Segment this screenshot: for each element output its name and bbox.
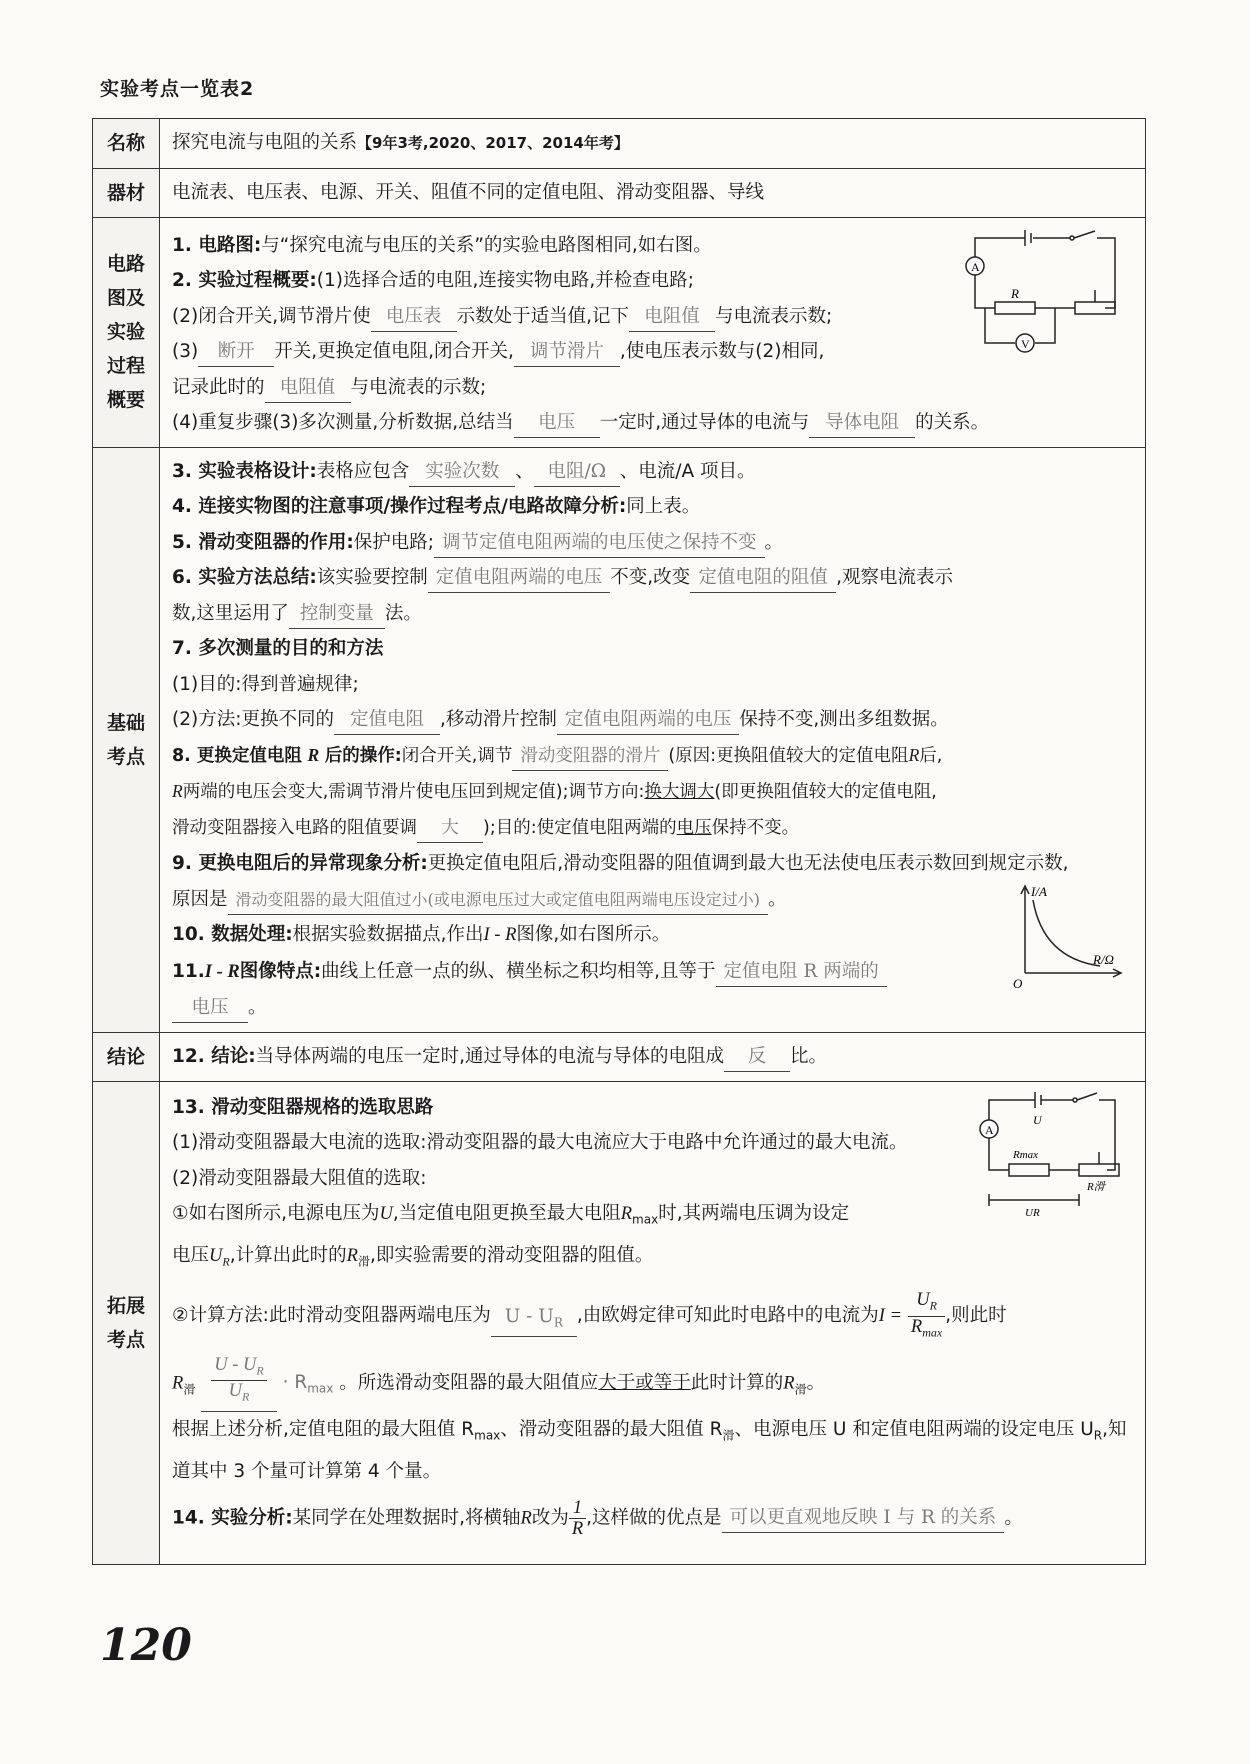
item-text: (3) xyxy=(172,341,199,362)
answer-blank: 电压 xyxy=(172,994,248,1023)
item-text: 、滑动变阻器的最大阻值 R xyxy=(500,1419,723,1441)
item-text: I - R xyxy=(483,925,517,945)
item-head: I - R xyxy=(204,961,240,982)
item-13-c3: $R_滑$ $\frac{U - U_R}{U_R}$ · $R_{max}$ 。所选滑动变阻器的最大阻值应大于或等于此时计算的$R_滑$。 xyxy=(172,1355,1135,1412)
item-text: 。 xyxy=(248,997,267,1018)
fraction-denominator: $U_R$ xyxy=(228,1381,250,1405)
x-axis-label: R/Ω xyxy=(1093,951,1114,967)
ammeter-label: A xyxy=(971,259,980,274)
answer-blank: 电压 xyxy=(514,409,600,438)
item-text: (2)方法:更换不同的 xyxy=(172,709,334,730)
answer-blank: 定值电阻两端的电压 xyxy=(557,706,740,735)
item-text: R xyxy=(929,1299,937,1314)
item-head: 3. 实验表格设计: xyxy=(172,460,317,482)
item-text: (原因:更换阻值较大的定值电阻 xyxy=(668,745,909,766)
answer-blank: 定值电阻 xyxy=(334,706,440,735)
item-text: 。 xyxy=(768,888,787,910)
item-text: ,由欧姆定律可知此时电路中的电流为 xyxy=(576,1305,879,1327)
row-label: 拓展 考点 xyxy=(93,1081,160,1564)
rheostat-diagram xyxy=(975,1090,1135,1220)
item-text: 两端的电压会变大,需调节滑片使电压回到规定值); xyxy=(182,782,569,802)
item-text: 与“探究电流与电压的关系”的实验电路图相同,如右图。 xyxy=(261,234,712,256)
item-head: 11. xyxy=(172,960,205,982)
item-text: R xyxy=(172,1373,184,1394)
item-head: 10. 数据处理: xyxy=(172,924,293,945)
item-head: 12. 结论: xyxy=(172,1045,256,1067)
rh-label: R滑 xyxy=(1087,1180,1105,1193)
row-label: 结论 xyxy=(93,1032,160,1081)
item-text: 时,其两端电压调为设定 xyxy=(658,1203,850,1224)
item-13-c2 xyxy=(172,1290,1135,1342)
item-text: R xyxy=(910,1317,923,1338)
row-label: 基础 考点 xyxy=(93,447,160,1032)
item-text: 滑 xyxy=(183,1382,196,1397)
answer-underline: 电压 xyxy=(676,817,712,838)
item-text: 根据实验数据描点,作出 xyxy=(292,924,484,945)
item-text: ,知道其中 3 个量可计算第 4 个量。 xyxy=(172,1419,1127,1483)
item-text: 原因是 xyxy=(172,888,228,910)
item-text: ①如右图所示,电源电压为 xyxy=(172,1203,380,1224)
equipment-text: 电流表、电压表、电源、开关、阻值不同的定值电阻、滑动变阻器、导线 xyxy=(160,168,1146,217)
item-6 xyxy=(172,560,1135,596)
item-text: 保持不变。 xyxy=(711,817,800,838)
row-extended xyxy=(93,1081,1146,1564)
item-text: 、电源电压 U 和定值电阻两端的设定电压 U xyxy=(734,1419,1094,1441)
item-head: 7. 多次测量的目的和方法 xyxy=(172,638,384,659)
item-text: 、电流/A 项目。 xyxy=(619,460,756,482)
answer-blank: 滑动变阻器的滑片 xyxy=(512,742,668,771)
item-text: R xyxy=(222,1254,230,1269)
answer-blank: 电阻值 xyxy=(629,303,715,332)
item-text: 。 xyxy=(1004,1507,1023,1529)
item-text: U xyxy=(379,1204,393,1224)
item-text: ,即实验需要的滑动变阻器的阻值。 xyxy=(369,1245,654,1267)
answer-blank: 定值电阻的阻值 xyxy=(690,564,836,593)
item-text: R xyxy=(620,1204,633,1224)
answer-underline: 大于或等于 xyxy=(598,1372,691,1394)
item-text: (即更换阻值较大的定值电阻, xyxy=(714,782,937,802)
item-text: 开关,更换定值电阻,闭合开关, xyxy=(274,341,514,362)
item-text: ,则此时 xyxy=(945,1305,1007,1327)
row-label: 器材 xyxy=(93,168,160,217)
circuit-diagram xyxy=(955,228,1135,358)
row-content xyxy=(160,1032,1146,1081)
item-text: R xyxy=(1093,1428,1103,1443)
answer-blank: 定值电阻两端的电压 xyxy=(428,564,611,593)
curve-line xyxy=(1033,900,1100,966)
row-circuit xyxy=(93,217,1146,447)
answer-blank: 断开 xyxy=(198,338,274,367)
item-text: ,这样做的优点是 xyxy=(586,1507,722,1529)
page-number: 120 xyxy=(100,1620,192,1671)
item-7-2 xyxy=(172,702,1135,738)
item-text: ,移动滑片控制 xyxy=(439,709,557,730)
item-text: U xyxy=(209,1246,223,1267)
answer-blank xyxy=(491,1303,577,1338)
experiment-table xyxy=(92,118,1146,1565)
item-head: 4. 连接实物图的注意事项/操作过程考点/电路故障分析: xyxy=(172,496,627,517)
item-8-cont xyxy=(172,774,1135,811)
item-text: 法。 xyxy=(384,602,422,624)
item-text: R xyxy=(520,1508,532,1529)
item-head: 2. 实验过程概要: xyxy=(172,270,317,291)
item-head: 图像特点: xyxy=(239,960,322,982)
item-13-2: (2)滑动变阻器最大阻值的选取: xyxy=(172,1167,427,1189)
answer-blank: 实验次数 xyxy=(409,458,515,487)
answer-blank: 电阻值 xyxy=(265,374,351,403)
item-text: ,使电压表示数与(2)相同, xyxy=(619,341,825,362)
answer-underline: 换大调大 xyxy=(644,782,715,802)
answer-blank: 可以更直观地反映 I 与 R 的关系 xyxy=(722,1504,1005,1533)
answer-text: R xyxy=(553,1315,563,1330)
item-head: R xyxy=(307,744,320,765)
answer-blank: 电阻/Ω xyxy=(534,458,620,487)
source-note: 【9年3考,2020、2017、2014年考】 xyxy=(357,134,629,152)
answer-text: U - U xyxy=(504,1305,554,1327)
fraction-denominator: R xyxy=(571,1518,584,1539)
item-text: (4)重复步骤(3)多次测量,分析数据,总结当 xyxy=(172,412,514,433)
item-13-1: (1)滑动变阻器最大电流的选取:滑动变阻器的最大电流应大于电路中允许通过的最大电流。 xyxy=(172,1132,908,1153)
ammeter-label: A xyxy=(985,1122,994,1137)
item-11 xyxy=(172,951,1135,991)
item-11-cont xyxy=(172,990,1135,1026)
item-text: 示数处于适当值,记下 xyxy=(456,305,629,327)
row-conclusion xyxy=(93,1032,1146,1081)
rmax-label: Rmax xyxy=(1013,1148,1039,1161)
i-r-graph xyxy=(1005,878,1135,988)
item-text: 的关系。 xyxy=(915,412,990,433)
row-content xyxy=(160,447,1146,1032)
fraction-numerator: U - $U_R$ xyxy=(211,1355,266,1382)
answer-blank: 导体电阻 xyxy=(809,409,915,438)
item-text: 同上表。 xyxy=(626,496,701,517)
y-axis-label: I/A xyxy=(1031,883,1047,899)
fraction-numerator xyxy=(908,1290,945,1317)
answer-blank: 调节定值电阻两端的电压使之保持不变 xyxy=(434,529,765,558)
item-7-1: (1)目的:得到普遍规律; xyxy=(172,673,359,695)
item-head: 5. 滑动变阻器的作用: xyxy=(172,531,354,553)
item-text: 根据上述分析,定值电阻的最大阻值 R xyxy=(172,1419,475,1441)
item-text: 电压 xyxy=(172,1245,210,1267)
fraction-numerator: 1 xyxy=(569,1498,586,1519)
item-text: 、 xyxy=(515,460,534,482)
item-head: 14. 实验分析: xyxy=(172,1507,293,1529)
item-text: 滑动变阻器接入电路的阻值要调 xyxy=(172,817,417,838)
answer-blank: 电压表 xyxy=(371,303,457,332)
item-4 xyxy=(172,489,1135,525)
item-text: 更换定值电阻后,滑动变阻器的阻值调到最大也无法使电压表示数回到规定示数, xyxy=(427,853,1069,874)
item-text: ,计算出此时的 xyxy=(229,1245,347,1267)
fraction-denominator xyxy=(908,1317,945,1343)
page-title: 实验考点一览表2 xyxy=(100,78,255,100)
item-text: ②计算方法:此时滑动变阻器两端电压为 xyxy=(172,1305,491,1327)
item-text: max xyxy=(632,1212,659,1227)
item-text: 后, xyxy=(919,745,943,766)
item-14 xyxy=(172,1498,1135,1539)
row-content xyxy=(160,119,1146,169)
item-7 xyxy=(172,631,1135,667)
item-text: R xyxy=(346,1246,358,1267)
item-text: 当导体两端的电压一定时,通过导体的电流与导体的电阻成 xyxy=(255,1045,725,1067)
fraction-multiplier: · $R_{max}$ xyxy=(276,1372,334,1397)
item-text: 某同学在处理数据时,将横轴 xyxy=(292,1507,521,1529)
item-13: 13. 滑动变阻器规格的选取思路 xyxy=(172,1096,434,1118)
item-text: 滑 xyxy=(722,1428,735,1443)
voltage-label: U xyxy=(1033,1112,1042,1127)
item-8 xyxy=(172,738,1135,775)
item-8-cont2 xyxy=(172,811,1135,847)
item-head: 8. 更换定值电阻 xyxy=(172,745,302,766)
item-text: );目的:使定值电阻两端的 xyxy=(483,817,677,838)
item-text: 闭合开关,调节 xyxy=(401,745,513,766)
item-text: 曲线上任意一点的纵、横坐标之积均相等,且等于 xyxy=(321,960,716,982)
item-head: 后的操作: xyxy=(324,745,402,766)
item-text: 。所选滑动变阻器的最大阻值应 xyxy=(339,1372,599,1394)
voltmeter-label: V xyxy=(1021,336,1030,351)
item-3 xyxy=(172,454,1135,490)
item-text: 一定时,通过导体的电流与 xyxy=(599,412,810,433)
item-9 xyxy=(172,846,1135,882)
item-text: R xyxy=(172,781,183,801)
item-text: max xyxy=(922,1325,943,1340)
item-text: 调节方向: xyxy=(568,782,645,802)
item-10 xyxy=(172,917,1135,954)
row-name xyxy=(93,119,1146,169)
item-13-c1-cont xyxy=(172,1238,1135,1280)
answer-blank: 滑动变阻器的最大阻值过小(或电源电压过大或定值电阻两端电压设定过小) xyxy=(228,886,769,915)
row-label: 电路 图及 实验 过程 概要 xyxy=(93,217,160,447)
item-text: R xyxy=(783,1373,795,1394)
item-5 xyxy=(172,525,1135,561)
item-text: 表格应包含 xyxy=(316,460,410,482)
item-text: ,观察电流表示 xyxy=(836,567,954,588)
item-9-cont xyxy=(172,882,1135,918)
item-text: 。 xyxy=(764,531,784,553)
row-content xyxy=(160,1081,1146,1564)
item-13-summary xyxy=(172,1412,1135,1490)
answer-blank: 定值电阻 R 两端的 xyxy=(716,958,887,987)
item-text: 与电流表示数; xyxy=(714,305,833,327)
item-text: 此时计算的 xyxy=(690,1372,784,1394)
item-text: U xyxy=(916,1290,930,1311)
item-text: 数,这里运用了 xyxy=(172,602,289,624)
fraction xyxy=(908,1290,945,1342)
answer-blank: 大 xyxy=(417,814,483,843)
item-text: 改为 xyxy=(531,1507,569,1529)
ur-label: UR xyxy=(1025,1206,1040,1219)
row-label: 名称 xyxy=(93,119,160,169)
answer-blank: 控制变量 xyxy=(289,600,385,629)
answer-blank: 调节滑片 xyxy=(514,338,620,367)
item-text: R xyxy=(908,744,920,765)
item-head: 1. 电路图: xyxy=(172,234,262,256)
item-text: 比。 xyxy=(790,1045,828,1067)
circuit-line-5 xyxy=(172,370,1135,406)
item-text: (2)闭合开关,调节滑片使 xyxy=(172,305,371,327)
item-text: 滑 xyxy=(794,1382,807,1397)
fraction-answer xyxy=(201,1355,276,1412)
item-text: max xyxy=(474,1428,501,1443)
item-6-cont xyxy=(172,596,1135,632)
experiment-name: 探究电流与电阻的关系 xyxy=(172,132,358,153)
item-text: I = xyxy=(878,1306,902,1327)
circuit-line-6 xyxy=(172,405,1135,441)
item-text: 记录此时的 xyxy=(172,376,265,398)
item-text: (1)选择合适的电阻,连接实物电路,并检查电路; xyxy=(316,270,694,291)
resistor-label: R xyxy=(1011,285,1019,301)
item-text: 保护电路; xyxy=(353,531,434,553)
origin-label: O xyxy=(1013,975,1023,988)
answer-blank: 反 xyxy=(724,1043,790,1072)
item-text: 保持不变,测出多组数据。 xyxy=(739,709,949,730)
item-text: 滑 xyxy=(357,1254,370,1269)
item-text: ,当定值电阻更换至最大电阻 xyxy=(392,1203,621,1224)
item-head: 9. 更换电阻后的异常现象分析: xyxy=(172,853,428,874)
item-text: 不变,改变 xyxy=(610,567,691,588)
item-text: 与电流表的示数; xyxy=(350,376,487,398)
item-head: 6. 实验方法总结: xyxy=(172,567,317,588)
item-text: 该实验要控制 xyxy=(316,567,428,588)
row-equipment xyxy=(93,168,1146,217)
row-basic xyxy=(93,447,1146,1032)
row-content xyxy=(160,217,1146,447)
fraction xyxy=(569,1498,586,1539)
item-text: 图像,如右图所示。 xyxy=(516,924,671,945)
